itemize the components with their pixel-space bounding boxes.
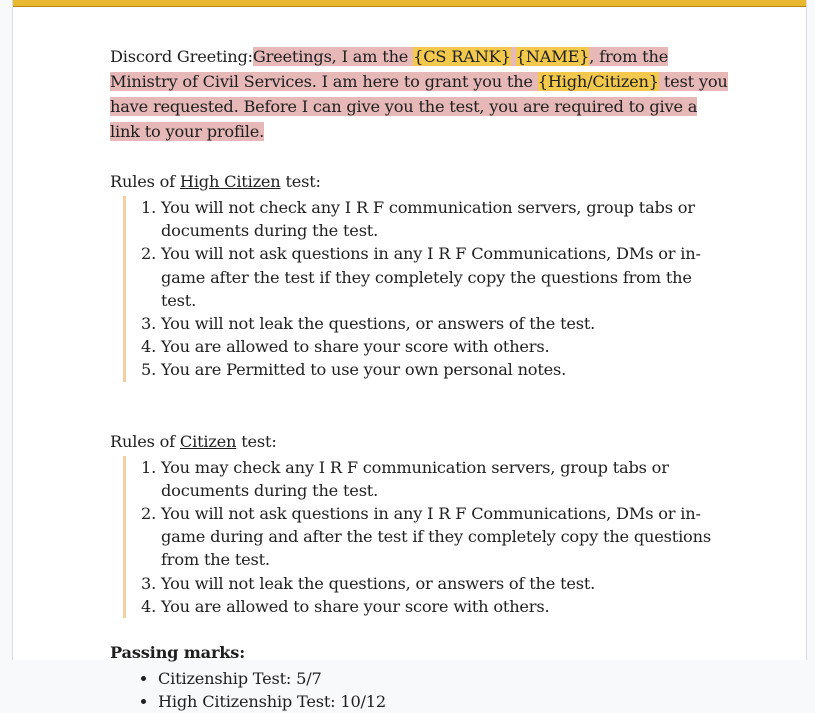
passing-marks-title: Passing marks:: [110, 643, 245, 663]
placeholder-cs-rank: {CS RANK}: [413, 47, 511, 66]
list-item: 4. You are allowed to share your score with others.: [161, 335, 730, 358]
greeting-part-1: Greetings, I am the: [252, 47, 414, 66]
list-item: • Citizenship Test: 5/7: [158, 667, 730, 690]
high-citizen-rules-list: [123, 196, 730, 382]
list-item: 5. You are Permitted to use your own personal notes.: [161, 358, 730, 381]
title-prefix: Rules of: [110, 431, 180, 451]
citizen-label: Citizen: [179, 431, 237, 451]
greeting-space: [511, 47, 516, 66]
title-suffix: test:: [236, 431, 277, 451]
spacer: [110, 144, 730, 169]
document-page: [12, 0, 807, 712]
list-item: 2. You will not ask questions in any I R F Communications, DMs or in-game after the test if they completely copy the questions from the test.: [161, 242, 730, 312]
citizen-rules-title: [110, 429, 730, 454]
list-item: 1. You will not check any I R F communication servers, group tabs or documents during the test.: [161, 196, 730, 242]
high-citizen-rules-title: [110, 169, 730, 194]
list-item: 1. You may check any I R F communication servers, group tabs or documents during the test.: [161, 456, 730, 502]
passing-marks-list: [123, 667, 730, 713]
list-item: • High Citizenship Test: 10/12: [158, 690, 730, 713]
title-prefix: Rules of: [110, 172, 180, 191]
citizen-rules-list: [123, 456, 730, 618]
placeholder-test-type: {High/Citizen}: [537, 72, 659, 91]
spacer: [110, 618, 730, 640]
discord-greeting-paragraph: [110, 44, 730, 144]
title-suffix: test:: [280, 172, 321, 191]
list-item: 3. You will not leak the questions, or answers of the test.: [161, 312, 730, 335]
list-item: 4. You are allowed to share your score with others.: [161, 595, 730, 618]
document-body[interactable]: [110, 44, 730, 713]
header-accent-bar: [13, 0, 806, 7]
list-item: 3. You will not leak the questions, or answers of the test.: [161, 572, 730, 595]
high-citizen-label: High Citizen: [179, 172, 281, 191]
greeting-part-2: , from the Ministry of Civil Services. I am here to grant you the: [110, 47, 669, 91]
list-item: 2. You will not ask questions in any I R F Communications, DMs or in-game during and after the test if they completely copy the questions from the test.: [161, 502, 730, 572]
spacer: [110, 382, 730, 429]
greeting-part-3: test you have requested. Before I can give you the test, you are required to give a link to your profile.: [110, 72, 728, 141]
greeting-label: Discord Greeting:: [110, 47, 253, 66]
placeholder-name: {NAME}: [515, 47, 590, 66]
